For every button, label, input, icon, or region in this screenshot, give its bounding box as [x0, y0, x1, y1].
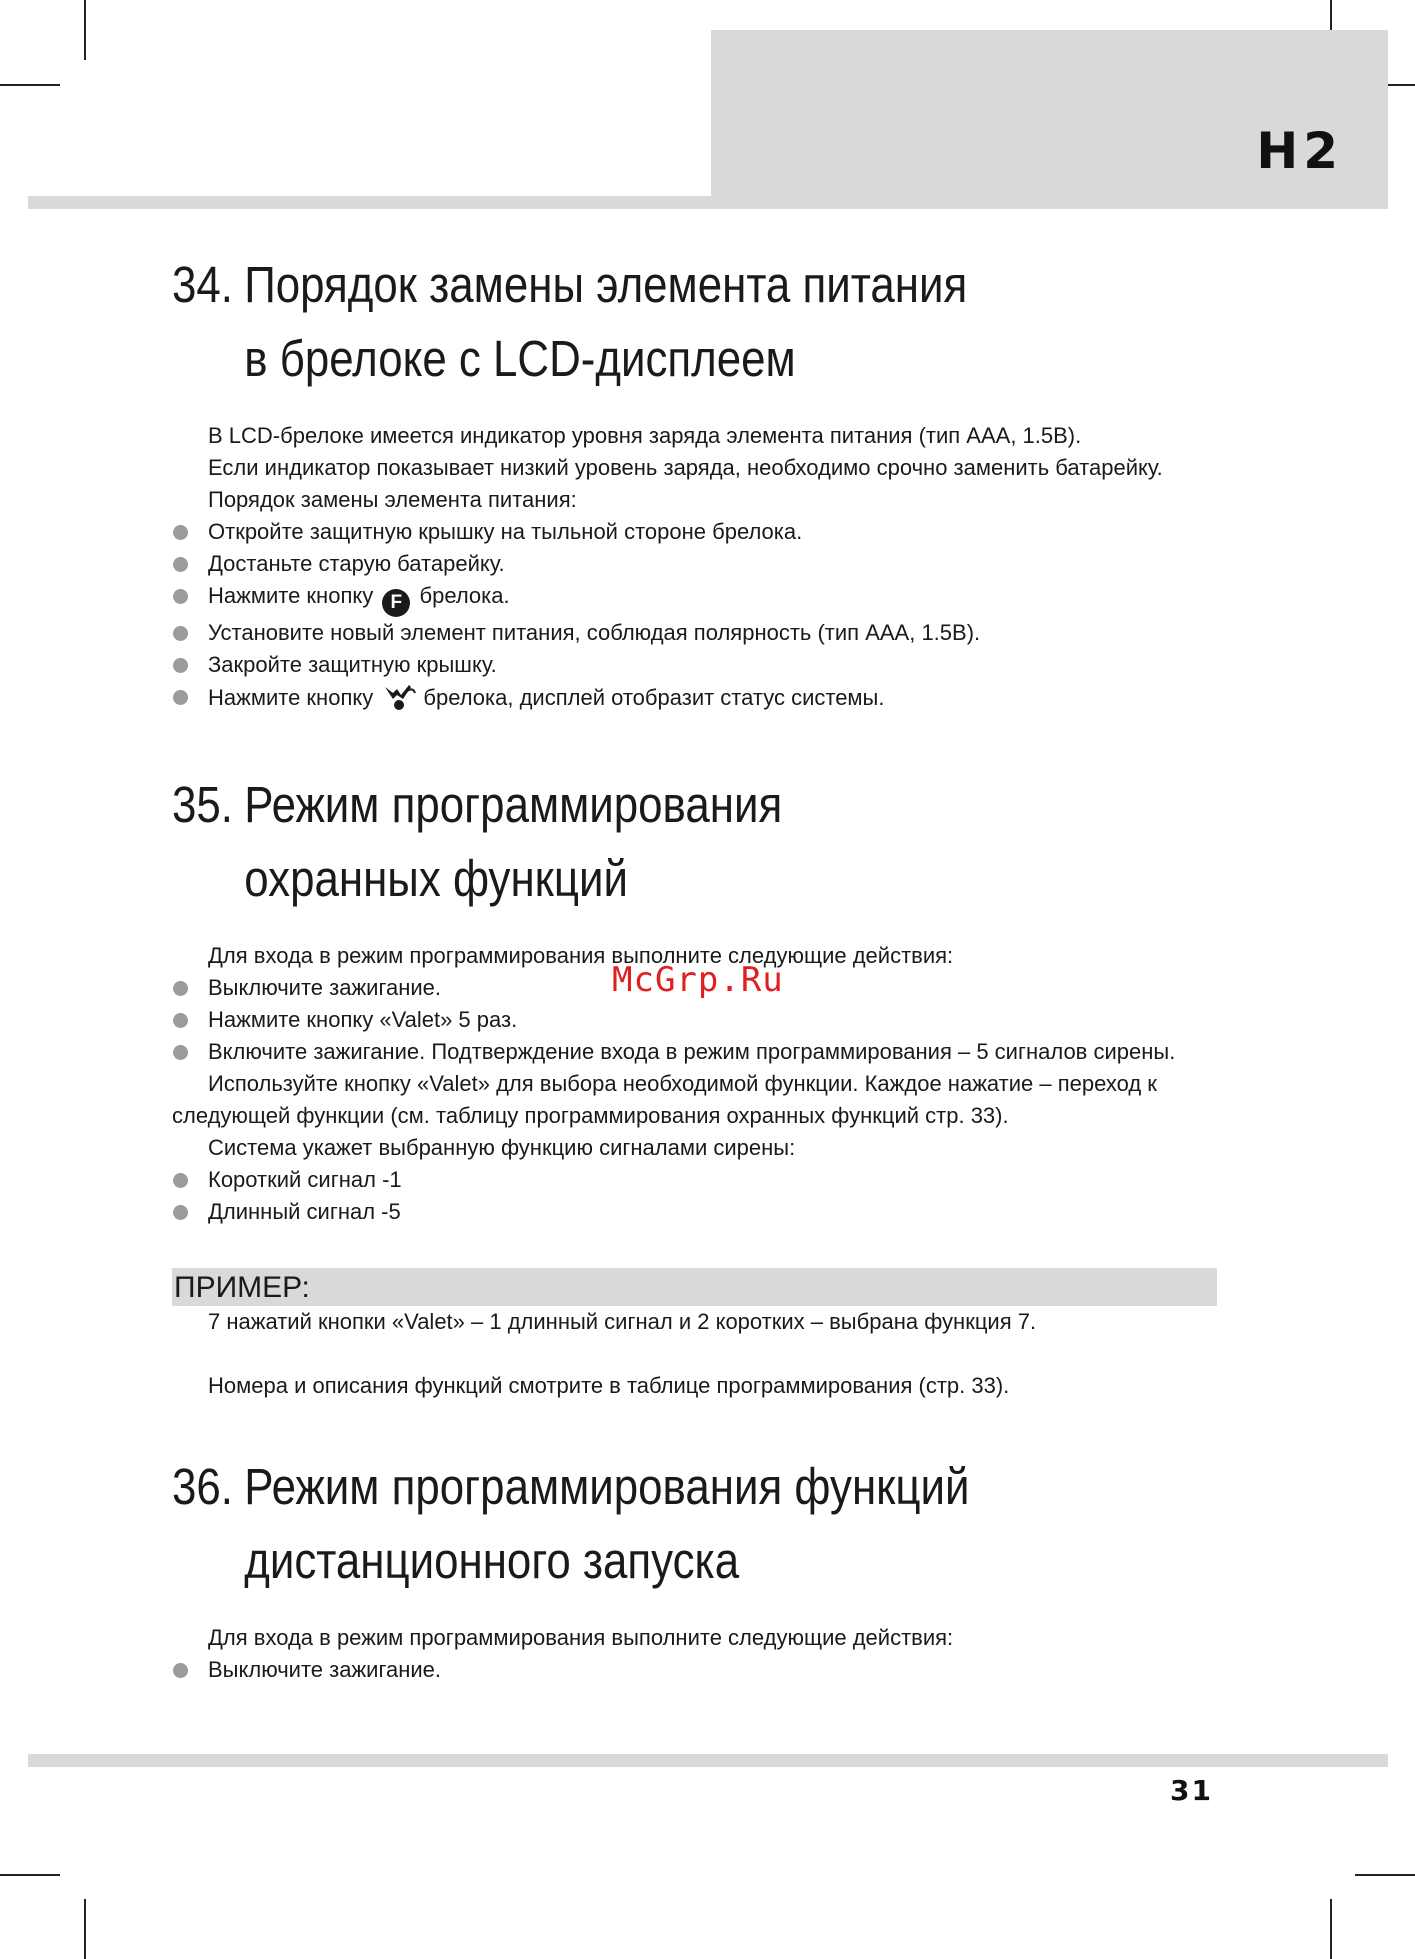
- bullet-icon: [173, 1205, 188, 1220]
- crop-mark: [0, 84, 60, 86]
- bullet-icon: [173, 1013, 188, 1028]
- section-title-line: в брелоке с LCD-дисплеем: [244, 330, 796, 387]
- steps-list: [172, 1654, 1217, 1686]
- section-title-line: охранных функций: [244, 850, 629, 907]
- function-button-f-icon: F: [382, 589, 410, 617]
- header-band: [711, 30, 1388, 209]
- crop-mark: [1355, 1874, 1415, 1876]
- paragraph: Для входа в режим программирования выполните следующие действия:: [208, 1625, 954, 1650]
- section-36-title: [172, 1450, 1250, 1598]
- example-text: 7 нажатий кнопки «Valet» – 1 длинный сигнал и 2 коротких – выбрана функция 7.: [208, 1309, 1037, 1334]
- model-label: H2: [1256, 122, 1343, 180]
- list-item: Откройте защитную крышку на тыльной стороне брелока.: [172, 516, 1217, 548]
- watermark: McGrp.Ru: [612, 960, 784, 1000]
- list-item: Выключите зажигание.: [172, 972, 1217, 1004]
- bullet-icon: [173, 589, 188, 604]
- paragraph: Для входа в режим программирования выполните следующие действия:: [208, 943, 954, 968]
- list-item: Короткий сигнал -1: [172, 1164, 1217, 1196]
- example-heading: ПРИМЕР:: [172, 1268, 1217, 1306]
- list-item: Выключите зажигание.: [172, 1654, 1217, 1686]
- list-item: Нажмите кнопку F брелока.: [172, 580, 1217, 617]
- section-title-line: Режим программирования: [244, 776, 783, 833]
- section-34-title: [172, 248, 1250, 396]
- section-34-body: [172, 420, 1217, 720]
- crop-mark: [1330, 1899, 1332, 1959]
- footer-rule: [28, 1754, 1388, 1767]
- header-rule: [28, 196, 1388, 209]
- section-title-line: Порядок замены элемента питания: [244, 256, 968, 313]
- bullet-icon: [173, 557, 188, 572]
- paragraph: Если индикатор показывает низкий уровень заряда, необходимо срочно заменить батарейку.: [208, 455, 1163, 480]
- section-title-line: дистанционного запуска: [244, 1532, 740, 1589]
- bullet-icon: [173, 981, 188, 996]
- car-key-button-icon: [383, 681, 417, 720]
- paragraph: В LCD-брелоке имеется индикатор уровня заряда элемента питания (тип AAA, 1.5В).: [208, 423, 1082, 448]
- bullet-icon: [173, 1173, 188, 1188]
- list-item: Закройте защитную крышку.: [172, 649, 1217, 681]
- bullet-icon: [173, 626, 188, 641]
- section-number: 36.: [172, 1458, 233, 1515]
- paragraph: Порядок замены элемента питания:: [208, 487, 577, 512]
- steps-list: [172, 516, 1217, 720]
- bullet-icon: [173, 658, 188, 673]
- list-item: Нажмите кнопку брелока, дисплей отобразит статус системы.: [172, 681, 1217, 720]
- section-number: 34.: [172, 256, 233, 313]
- page-number: 31: [1170, 1774, 1213, 1807]
- bullet-icon: [173, 1663, 188, 1678]
- section-number: 35.: [172, 776, 233, 833]
- paragraph: Система укажет выбранную функцию сигналами сирены:: [208, 1135, 796, 1160]
- bullet-icon: [173, 525, 188, 540]
- list-item: Нажмите кнопку «Valet» 5 раз.: [172, 1004, 1217, 1036]
- paragraph: Номера и описания функций смотрите в таблице программирования (стр. 33).: [208, 1373, 1010, 1398]
- section-title-line: Режим программирования функций: [244, 1458, 970, 1515]
- section-35-body: [172, 940, 1217, 1402]
- section-35-title: [172, 768, 1250, 916]
- crop-mark: [84, 0, 86, 60]
- list-item: Длинный сигнал -5: [172, 1196, 1217, 1228]
- list-item: Установите новый элемент питания, соблюдая полярность (тип AAA, 1.5В).: [172, 617, 1217, 649]
- paragraph: Используйте кнопку «Valet» для выбора необходимой функции. Каждое нажатие – переход к следующей функции (см. таблицу программирования охранных функций стр. 33).: [172, 1071, 1157, 1128]
- section-36-body: [172, 1622, 1217, 1686]
- signals-list: [172, 1164, 1217, 1228]
- crop-mark: [84, 1899, 86, 1959]
- list-item: Включите зажигание. Подтверждение входа в режим программирования – 5 сигналов сирены.: [172, 1036, 1217, 1068]
- list-item: Достаньте старую батарейку.: [172, 548, 1217, 580]
- bullet-icon: [173, 690, 188, 705]
- crop-mark: [0, 1874, 60, 1876]
- bullet-icon: [173, 1045, 188, 1060]
